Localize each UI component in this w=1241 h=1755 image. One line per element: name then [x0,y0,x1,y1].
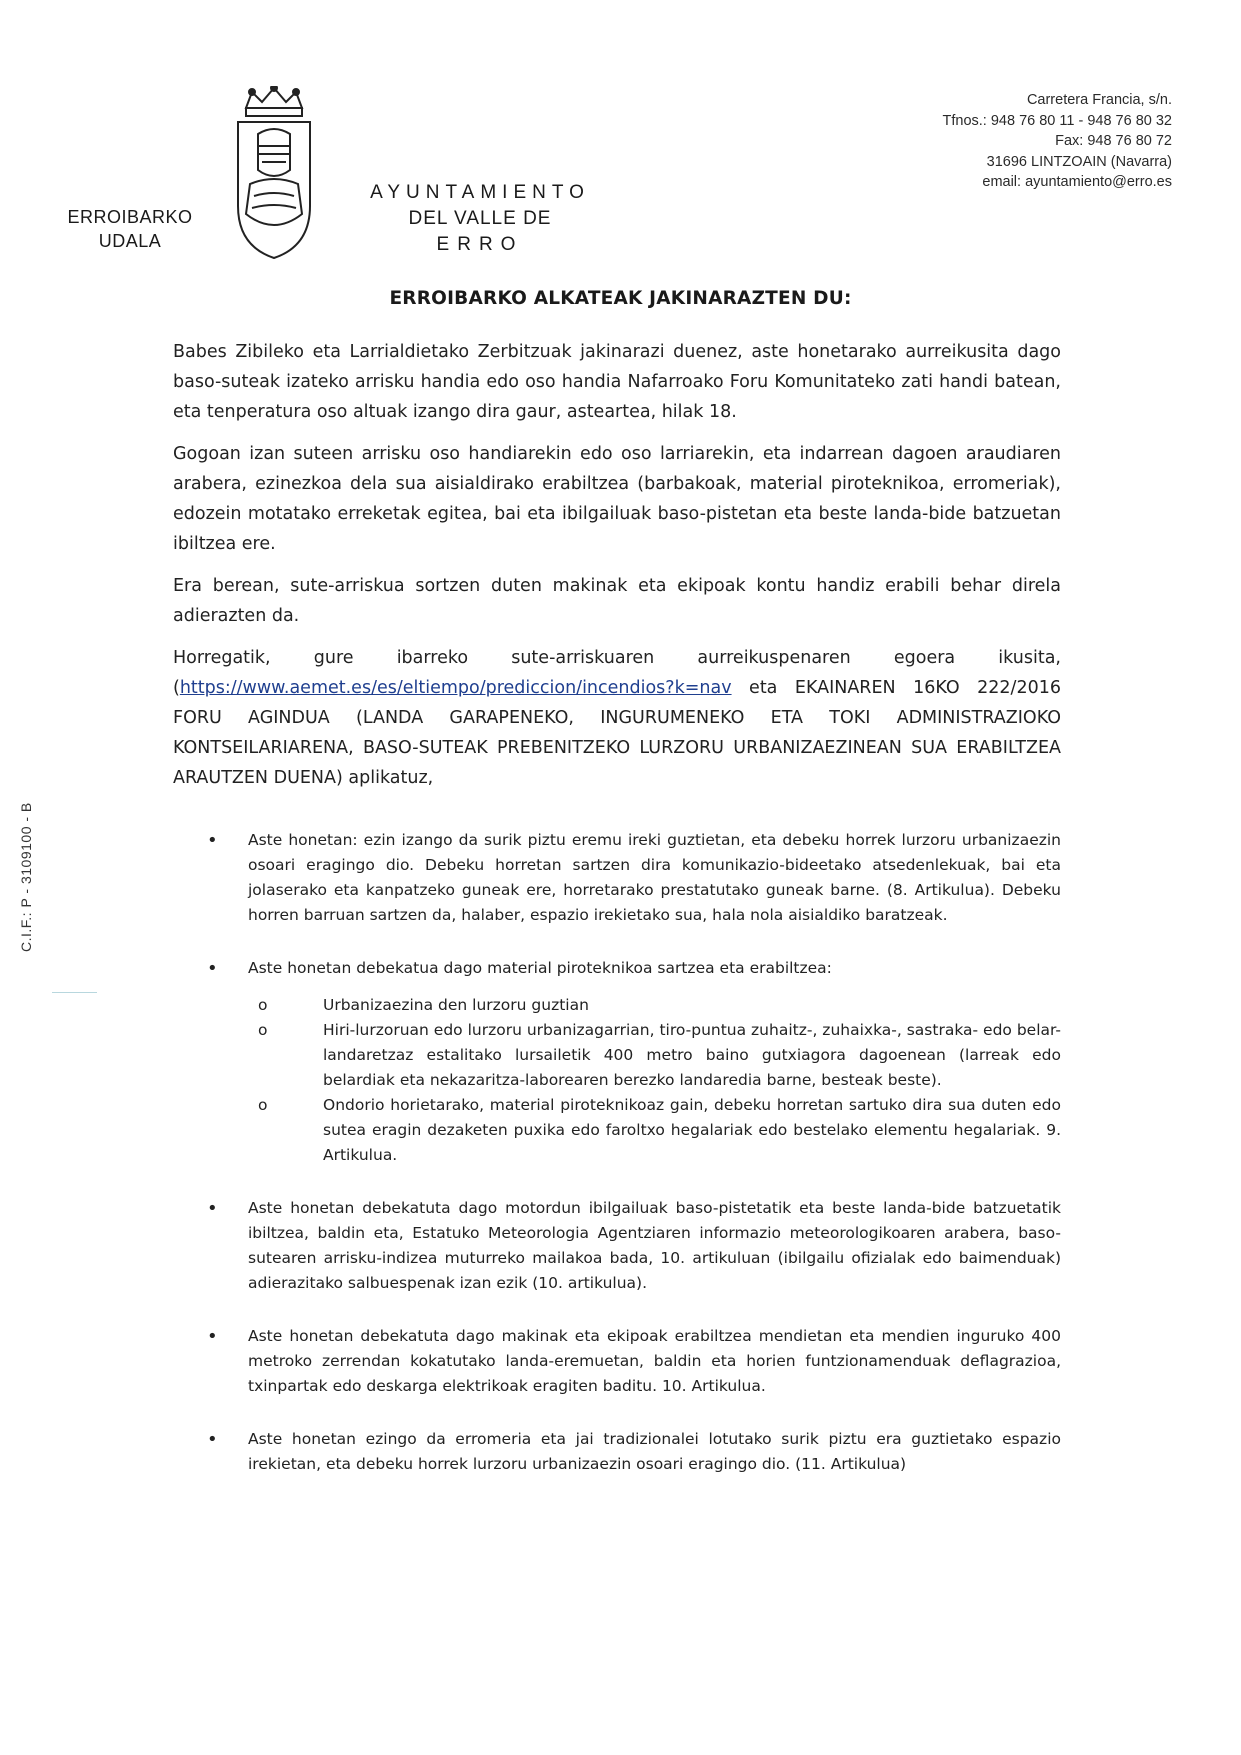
sub-list-item [248,993,1061,1018]
list-item [173,1324,1061,1399]
contact-address: Carretera Francia, s/n. [1026,92,1172,108]
side-tax-id: C.I.F.: P - 3109100 - B [18,802,34,952]
municipality-spanish-line2: DEL VALLE DE [408,208,552,229]
page-title: ERROIBARKO ALKATEAK JAKINARAZTEN DU: [389,288,852,309]
paragraph-3: Era berean, sute-arriskua sortzen duten makinak eta ekipoak kontu handiz erabili behar direla adierazten da. [173,576,1061,626]
municipality-spanish-line3: ERRO [436,234,524,255]
contact-fax: Fax: 948 76 80 72 [1055,133,1172,149]
municipality-name-line2: UDALA [98,231,162,251]
aemet-link[interactable]: https://www.aemet.es/es/eltiempo/prediccion/incendios?k=nav [179,678,732,698]
municipality-name-line1: ERROIBARKO [67,207,193,227]
contact-block [812,90,1172,193]
bullet-text-5: Aste honetan ezingo da erromeria eta jai tradizionalei lotutako surik piztu era guztietako espazio irekietan, eta debeku horrek lurzoru urbanizaezin osoari eragingo dio. (11. Artikulua) [248,1430,1061,1473]
bullet-marker: • [207,1326,218,1347]
sub-list-item [248,1018,1061,1093]
sub-text-1: Urbanizaezina den lurzoru guztian [323,996,589,1014]
bullet-list [173,828,1061,1505]
side-divider [52,992,97,993]
paragraph-4-rest: eta EKAINAREN 16KO 222/2016 FORU AGINDUA (LANDA GARAPENEKO, INGURUMENEKO ETA TOKI ADMINISTRAZIOKO KONTSEILARIARENA, BASO-SUTEAK PREBENITZEKO LURZORU URBANIZAEZINEAN SUA ERABILTZEA ARAUTZEN DUENA) aplikatuz, [173,678,1061,788]
contact-city: 31696 LINTZOAIN (Navarra) [986,153,1172,170]
body-paragraphs [173,337,1061,805]
bullet-marker: • [207,1429,218,1450]
bullet-text-2: Aste honetan debekatua dago material piroteknikoa sartzea eta erabiltzea: [248,959,832,977]
bullet-marker: • [207,1198,218,1219]
paragraph-1: Babes Zibileko eta Larrialdietako Zerbitzuak jakinarazi duenez, aste honetarako aurreikusita dago baso-suteak izateko arrisku handia edo oso handia Nafarroako Foru Komunitateko zati handi batean, eta tenperatura oso altuak izango dira gaur, asteartea, hilak 18. [173,342,1061,422]
sub-bullet-marker: o [258,1096,268,1114]
sub-text-2: Hiri-lurzoruan edo lurzoru urbanizagarrian, tiro-puntua zuhaitz-, zuhaixka-, sastraka- edo belar-landaretzaz estalitako lursailetik 400 metro baino gutxiagora dagoenean (larreak edo belardiak eta nekazaritza-laborearen berezko landaredia barne, besteak beste). [323,1021,1061,1089]
paragraph-2: Gogoan izan suteen arrisku oso handiarekin edo oso larriarekin, eta indarrean dagoen araudiaren arabera, ezinezkoa dela sua aisialdirako erabiltzea (barbakoak, material piroteknikoa, erromeriak), edozein motatako erreketak egitea, bai eta ibilgailuak baso-pistetan eta beste landa-bide batzuetan ibiltzea ere. [173,444,1061,554]
list-item [173,1427,1061,1477]
sub-bullet-marker: o [258,996,268,1014]
coat-of-arms-icon [228,86,320,261]
sub-list [248,993,1061,1168]
bullet-marker: • [207,958,218,979]
municipality-name-basque [50,205,210,253]
bullet-text-3: Aste honetan debekatuta dago motordun ibilgailuak baso-pistetatik eta beste landa-bide batzuetatik ibiltzea, baldin eta, Estatuko Meteorologia Agentziaren informazio meteorologikoaren arabera, baso-sutearen arrisku-indizea muturreko mailakoa bada, 10. artikuluan (ibilgailu ofizialak edo baimenduak) adierazitako salbuespenak izan ezik (10. artikulua). [248,1199,1061,1292]
sub-bullet-marker: o [258,1021,268,1039]
paragraph-4 [173,643,1061,793]
list-item [173,956,1061,1168]
contact-email: email: ayuntamiento@erro.es [982,174,1172,190]
bullet-text-4: Aste honetan debekatuta dago makinak eta ekipoak erabiltzea mendietan eta mendien inguruko 400 metroko zerrendan kokatutako landa-eremuetan, baldin eta horien funtzionamenduak deflagrazioa, txinpartak edo deskarga elektrikoak eragiten baditu. 10. Artikulua. [248,1327,1061,1395]
bullet-marker: • [207,830,218,851]
sub-text-3: Ondorio horietarako, material piroteknikoaz gain, debeku horretan sartuko dira sua duten edo sutea eragin dezaketen puxika edo faroltxo hegalariak edo bestelako elementu hegalariak. 9. Artikulua. [323,1096,1061,1164]
contact-phones: Tfnos.: 948 76 80 11 - 948 76 80 32 [942,112,1172,129]
bullet-text-1: Aste honetan: ezin izango da surik piztu eremu ireki guztietan, eta debeku horrek lurzoru urbanizaezin osoari eragingo dio. Debeku horretan sartzen dira komunikazio-bideetako atsedenlekuak, bai eta jolaserako eta kanpatzeko guneak ere, horretarako prestatutako guneak barne. (8. Artikulua). Debeku horren barruan sartzen da, halaber, espazio irekietako sua, hala nola aisialdiko baratzeak. [248,831,1061,924]
list-item [173,1196,1061,1296]
municipality-spanish-line1: AYUNTAMIENTO [370,182,590,203]
municipality-name-spanish [340,180,620,258]
sub-list-item [248,1093,1061,1168]
paragraph-4-intro: Horregatik, gure ibarreko sute-arriskuaren aurreikuspenaren egoera ikusita, ( [173,648,1061,698]
list-item [173,828,1061,928]
